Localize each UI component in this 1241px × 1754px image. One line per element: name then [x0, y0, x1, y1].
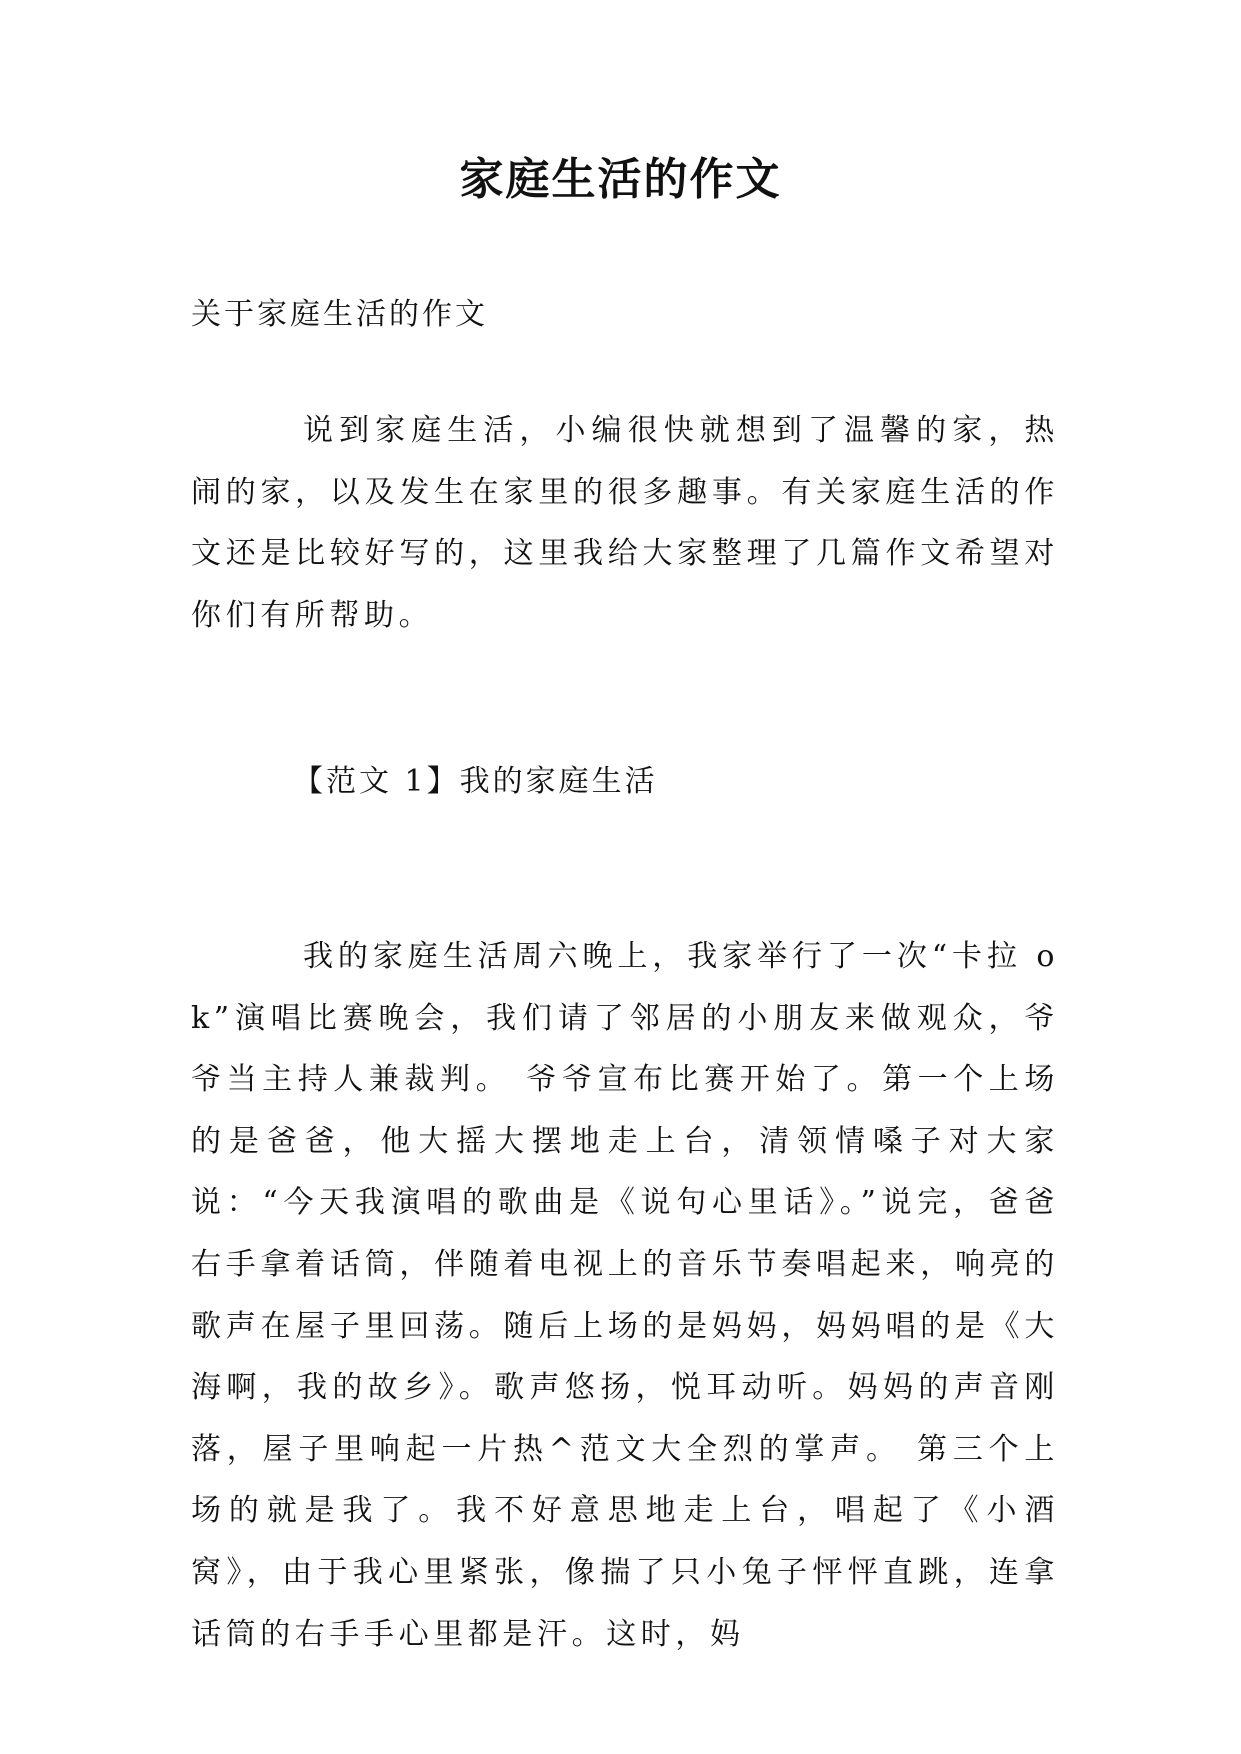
section-heading: 【范文 1】我的家庭生活: [293, 764, 658, 799]
document-subtitle: 关于家庭生活的作文: [191, 297, 488, 332]
document-title: 家庭生活的作文: [459, 154, 782, 205]
intro-paragraph: 说到家庭生活，小编很快就想到了温馨的家，热闹的家，以及发生在家里的很多趣事。有关家庭生活的作文还是比较好写的，这里我给大家整理了几篇作文希望对你们有所帮助。: [191, 413, 1059, 633]
section-body-paragraph: 我的家庭生活周六晚上，我家举行了一次“卡拉 ok”演唱比赛晚会，我们请了邻居的小朋友来做观众，爷爷当主持人兼裁判。 爷爷宣布比赛开始了。第一个上场的是爸爸，他大摇大摆地走上台，清领情嗓子对大家说：“今天我演唱的歌曲是《说句心里话》。”说完，爸爸右手拿着话筒，伴随着电视上的音乐节奏唱起来，响亮的歌声在屋子里回荡。随后上场的是妈妈，妈妈唱的是《大海啊，我的故乡》。歌声悠扬，悦耳动听。妈妈的声音刚落，屋子里响起一片热^范文大全烈的掌声。 第三个上场的就是我了。我不好意思地走上台，唱起了《小酒窝》，由于我心里紧张，像揣了只小兔子怦怦直跳，连拿话筒的右手手心里都是汗。这时，妈: [191, 939, 1059, 1652]
